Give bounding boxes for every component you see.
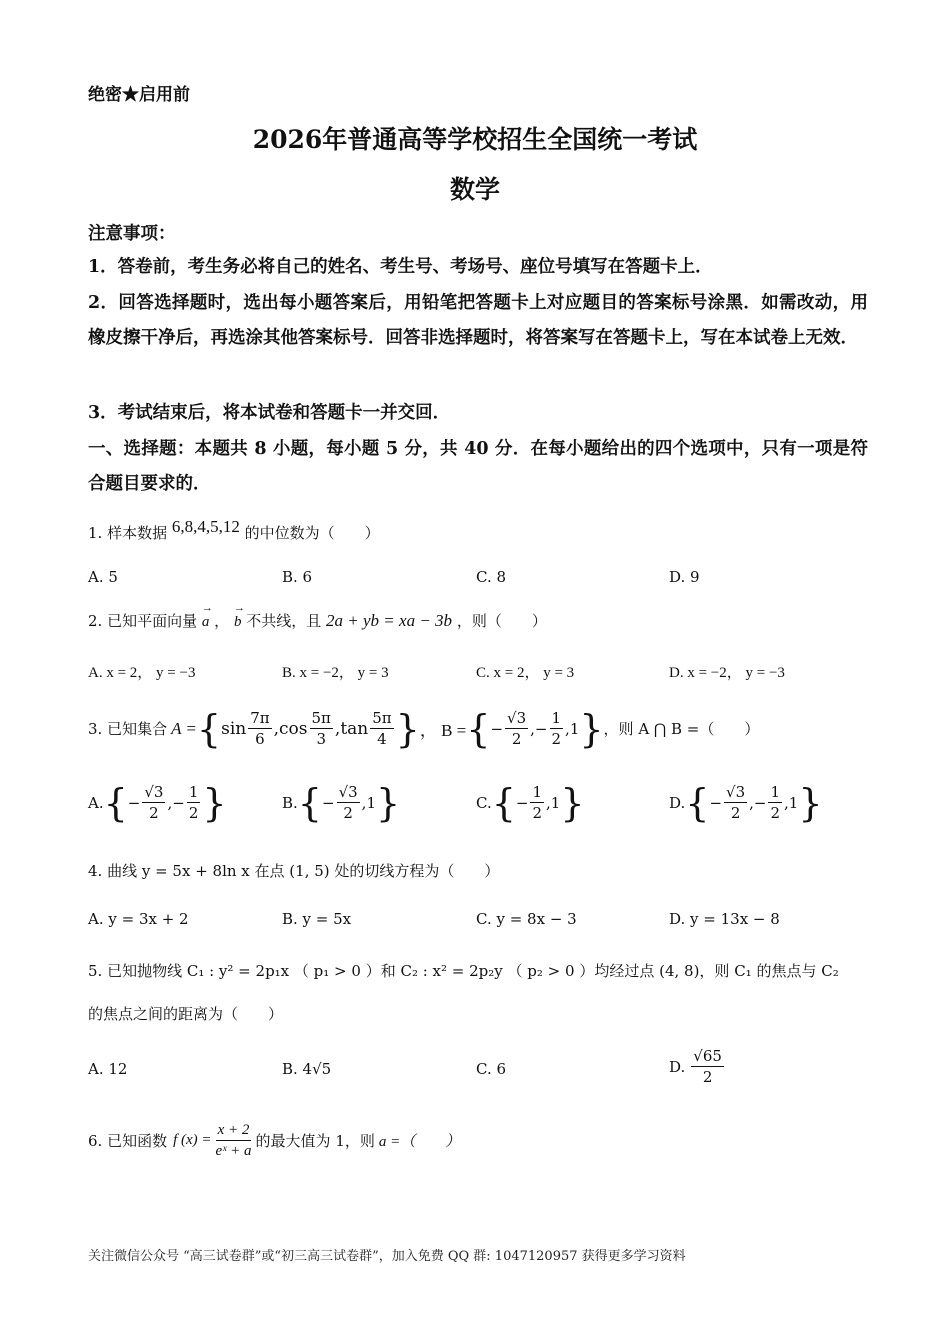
note-1: 1．答卷前，考生务必将自己的姓名、考生号、考场号、座位号填写在答题卡上． [88, 257, 713, 277]
q4-option-c: C. y = 8x − 3 [476, 910, 577, 928]
q3-b-one: ,1 [565, 719, 580, 738]
q5-option-d: D. $\frac{√65}{2}$ [669, 1047, 722, 1086]
question-2 [88, 602, 547, 631]
question-6: 6. 已知函数 f (x) = $\frac{x + 2}{\text{eˣ + a}}$ 的最大值为 1，则 a =（ ） [88, 1122, 461, 1159]
q2-option-d: D. x = −2， y = −3 [669, 665, 785, 681]
q3-frac-3: $\frac{5\pi}{4}$ [372, 709, 392, 748]
q3-tan: ,tan [334, 718, 369, 739]
q2-equation: 2a + yb = xa − 3b [326, 611, 453, 630]
exam-title: 2026年普通高等学校招生全国统一考试 [252, 125, 698, 154]
q3-option-b: B. { − $\frac{√3}{2}$ ,1 } [282, 780, 401, 825]
q3-cos: ,cos [273, 718, 308, 739]
q2-sep: ， [214, 612, 230, 630]
question-5-line-2: 的焦点之间的距离为（ ） [88, 1005, 284, 1023]
q1-suffix: 的中位数为（ ） [244, 524, 380, 542]
section-1-instructions: 一、选择题：本题共 8 小题，每小题 5 分，共 40 分．在每小题给出的四个选项中，只有一项是符合题目要求的． [88, 439, 868, 494]
q3-b-brace-left: { [466, 706, 491, 751]
question-3: 3. 已知集合 A = { sin $\frac{7\pi}{6}$ ,cos $\frac{5\pi}{3}$ ,tan $\frac{5\pi}{4}$ } ， B = { − $\frac{√3}{2}$ ,− $\frac{1}{2}$ ,1 } ，则 A ⋂ B =（ ） [88, 706, 760, 751]
q1-prefix: 1. 样本数据 [88, 524, 168, 542]
q5-option-c: C. 6 [476, 1060, 507, 1078]
q1-option-b: B. 6 [282, 568, 313, 586]
q6-fraction: $\frac{x + 2}{\text{eˣ + a}}$ [215, 1122, 252, 1159]
q3-frac-2: $\frac{5\pi}{3}$ [311, 709, 331, 748]
q1-option-d: D. 9 [669, 568, 700, 586]
q3-set-b-label: ， B = [419, 721, 467, 740]
q3-option-c: C. { − $\frac{1}{2}$ ,1 } [476, 780, 585, 825]
q2-prefix: 2. 已知平面向量 [88, 612, 198, 630]
q1-option-c: C. 8 [476, 568, 507, 586]
note-3: 3．考试结束后，将本试卷和答题卡一并交回． [88, 403, 451, 423]
q2-option-c: C. x = 2， y = 3 [476, 665, 575, 681]
note-2: 2．回答选择题时，选出每小题答案后，用铅笔把答题卡上对应题目的答案标号涂黑．如需改动，用橡皮擦干净后，再选涂其他答案标号．回答非选择题时，将答案写在答题卡上，写在本试卷上无效． [88, 293, 868, 348]
question-1 [88, 517, 380, 543]
footer-note: 关注微信公众号 “高三试卷群”或“初三高三试卷群”，加入免费 QQ 群: 1047120957 获得更多学习资料 [88, 1249, 686, 1264]
q4-option-b: B. y = 5x [282, 910, 352, 928]
q3-prefix: 3. 已知集合 [88, 720, 168, 738]
q2-suffix: ，则（ ） [456, 612, 547, 630]
question-5-line-1: 5. 已知抛物线 C₁ : y² = 2p₁x （ p₁ > 0 ）和 C₂ : x² = 2p₂y （ p₂ > 0 ）均经过点 (4, 8)，则 C₁ 的焦点与 C₂ [88, 962, 839, 980]
confidential-label: 绝密★启用前 [88, 85, 190, 105]
q2-middle: 不共线，且 [246, 612, 322, 630]
q3-b-frac-1: $\frac{√3}{2}$ [507, 709, 527, 748]
q2-option-a: A. x = 2， y = −3 [88, 665, 196, 681]
q2-vector-a: → a [201, 602, 213, 630]
q3-brace-left: { [196, 706, 222, 751]
q3-frac-1: $\frac{7\pi}{6}$ [250, 709, 270, 748]
q3-b-frac-2: $\frac{1}{2}$ [551, 709, 562, 748]
q2-option-b: B. x = −2， y = 3 [282, 665, 389, 681]
notes-heading: 注意事项： [88, 224, 176, 244]
q3-b-brace-right: } [579, 706, 604, 751]
q6-answer-blank: a =（ ） [378, 1134, 461, 1150]
q3-option-a: A. { − $\frac{√3}{2}$ ,− $\frac{1}{2}$ } [88, 780, 227, 825]
q5-option-a: A. 12 [88, 1060, 128, 1078]
q3-brace-right: } [395, 706, 420, 751]
question-4: 4. 曲线 y = 5x + 8ln x 在点 (1, 5) 处的切线方程为（ ） [88, 862, 500, 880]
q3-option-d: D. { − $\frac{√3}{2}$ ,− $\frac{1}{2}$ ,1 } [669, 780, 823, 825]
exam-subject: 数学 [449, 175, 500, 204]
q1-data: 6,8,4,5,12 [171, 517, 240, 536]
q1-option-a: A. 5 [88, 568, 118, 586]
q2-vector-b: → b [233, 602, 245, 630]
q5-option-b: B. 4√5 [282, 1060, 332, 1078]
q3-set-a-label: A = [171, 718, 197, 738]
q4-option-d: D. y = 13x − 8 [669, 910, 780, 928]
q3-sin: sin [221, 718, 247, 739]
q6-function: f (x) = [173, 1132, 212, 1148]
q4-option-a: A. y = 3x + 2 [88, 910, 189, 928]
q3-suffix: ，则 A ⋂ B =（ ） [603, 720, 760, 738]
